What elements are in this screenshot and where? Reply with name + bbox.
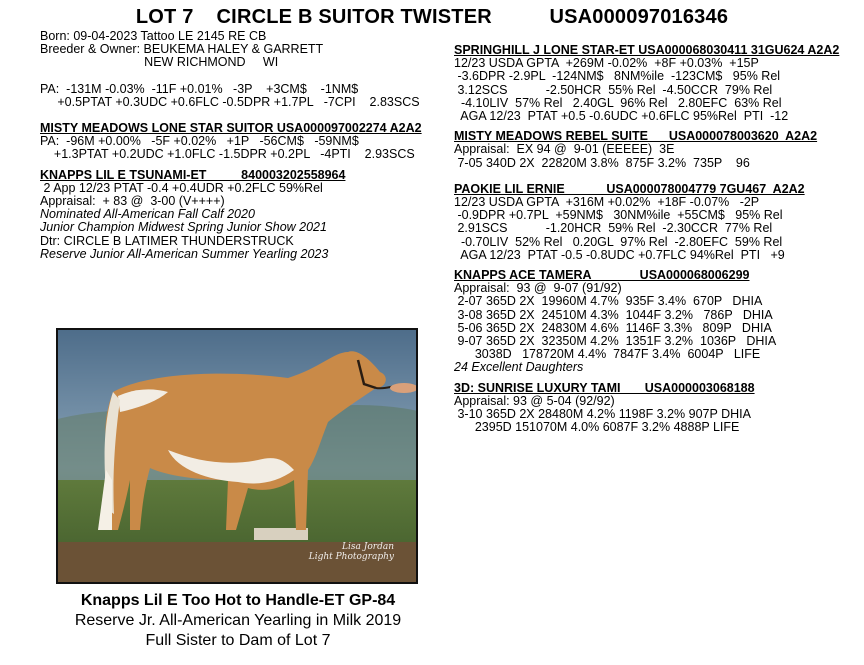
pa-line-1: PA: -131M -0.03% -11F +0.01% -3P +3CM$ -1NM$: [40, 81, 359, 96]
third-dam-line-3: 2395D 151070M 4.0% 6087F 3.2% 4888P LIFE: [454, 420, 740, 435]
left-column: [40, 30, 450, 261]
sires-dam-name: MISTY MEADOWS REBEL SUITE USA000078003620 A2A2: [454, 129, 818, 144]
photographer-signature: Lisa Jordan Light Photography: [308, 542, 394, 562]
sire-pa-1: PA: -96M +0.00% -5F +0.02% +1P -56CM$ -59NM$: [40, 134, 359, 149]
dam-line-5: Dtr: CIRCLE B LATIMER THUNDERSTRUCK: [40, 233, 294, 248]
third-dam-line-2: 3-10 365D 2X 28480M 4.2% 1198F 3.2% 907P DHIA: [454, 407, 751, 422]
sire-pa-2: +1.3PTAT +0.2UDC +1.0FLC -1.5DPR +0.2PL -4PTI 2.93SCS: [40, 147, 415, 162]
breeder-line: Breeder & Owner: BEUKEMA HALEY & GARRETT: [40, 42, 324, 57]
pa-line-2: +0.5PTAT +0.3UDC +0.6FLC -0.5DPR +1.7PL -7CPI 2.83SCS: [40, 94, 420, 109]
dam-line-3: Nominated All-American Fall Calf 2020: [40, 207, 255, 222]
dams-sire-line-4: -0.70LIV 52% Rel 0.20GL 97% Rel -2.80EFC 59% Rel: [454, 234, 783, 249]
sires-dam-line-1: Appraisal: EX 94 @ 9-01 (EEEEE) 3E: [454, 142, 675, 157]
photo-caption-award: Reserve Jr. All-American Yearling in Milk 2019: [74, 612, 402, 629]
dams-sire-line-1: 12/23 USDA GPTA +316M +0.02% +18F -0.07% -2P: [454, 195, 760, 210]
dams-dam-name: KNAPPS ACE TAMERA USA000068006299: [454, 268, 750, 283]
third-dam-name: 3D: SUNRISE LUXURY TAMI USA000003068188: [454, 380, 755, 395]
dams-sire-line-5: AGA 12/23 PTAT -0.5 -0.8UDC +0.7FLC 94%Rel PTI +9: [454, 247, 785, 262]
lot-title: LOT 7 CIRCLE B SUITOR TWISTER USA000097016346: [135, 6, 729, 28]
dams-sire-line-3: 2.91SCS -1.20HCR 59% Rel -2.30CCR 77% Rel: [454, 221, 773, 236]
sires-sire-line-4: -4.10LIV 57% Rel 2.40GL 96% Rel 2.80EFC 63% Rel: [454, 95, 782, 110]
dams-dam-line-1: Appraisal: 93 @ 9-07 (91/92): [454, 281, 622, 296]
dam-line-2: Appraisal: + 83 @ 3-00 (V++++): [40, 194, 225, 209]
dams-dam-line-3: 3-08 365D 2X 24510M 4.3% 1044F 3.2% 786P DHIA: [454, 307, 773, 322]
sires-sire-line-3: 3.12SCS -2.50HCR 55% Rel -4.50CCR 79% Rel: [454, 82, 773, 97]
dams-dam-line-7: 24 Excellent Daughters: [454, 360, 584, 375]
sires-sire-line-2: -3.6DPR -2.9PL -124NM$ 8NM%ile -123CM$ 95% Rel: [454, 69, 781, 84]
born-line: Born: 09-04-2023 Tattoo LE 2145 RE CB: [40, 29, 267, 43]
sires-sire-line-1: 12/23 USDA GPTA +269M -0.02% +8F +0.03% +15P: [454, 56, 759, 71]
dams-sire-line-2: -0.9DPR +0.7PL +59NM$ 30NM%ile +55CM$ 95% Rel: [454, 208, 783, 223]
dam-name: KNAPPS LIL E TSUNAMI-ET 840003202558964: [40, 167, 346, 182]
sires-sire-line-5: AGA 12/23 PTAT +0.5 -0.6UDC +0.6FLC 95%Rel PTI -12: [454, 109, 789, 124]
right-column: [454, 44, 858, 434]
dams-sire-name: PAOKIE LIL ERNIE USA000078004779 7GU467 A2A2: [454, 181, 805, 196]
third-dam-line-1: Appraisal: 93 @ 5-04 (92/92): [454, 393, 615, 408]
cow-photo: [56, 328, 418, 584]
dam-line-6: Reserve Junior All-American Summer Yearling 2023: [40, 246, 329, 261]
dams-dam-line-4: 5-06 365D 2X 24830M 4.6% 1146F 3.3% 809P DHIA: [454, 320, 772, 335]
sire-name: MISTY MEADOWS LONE STAR SUITOR USA000097002274 A2A2: [40, 121, 422, 136]
dam-line-1: 2 App 12/23 PTAT -0.4 +0.4UDR +0.2FLC 59%Rel: [40, 180, 323, 195]
dams-dam-line-5: 9-07 365D 2X 32350M 4.2% 1351F 3.2% 1036P DHIA: [454, 334, 777, 349]
dams-dam-line-2: 2-07 365D 2X 19960M 4.7% 935F 3.4% 670P DHIA: [454, 294, 763, 309]
photo-caption-relation: Full Sister to Dam of Lot 7: [145, 632, 331, 649]
location-line: NEW RICHMOND WI: [40, 55, 279, 70]
photo-caption-name: Knapps Lil E Too Hot to Handle-ET GP-84: [80, 592, 396, 609]
sires-sire-name: SPRINGHILL J LONE STAR-ET USA000068030411 31GU624 A2A2: [454, 43, 840, 57]
dam-line-4: Junior Champion Midwest Spring Junior Show 2021: [40, 220, 327, 235]
sires-dam-line-2: 7-05 340D 2X 22820M 3.8% 875F 3.2% 735P 96: [454, 155, 750, 170]
dams-dam-line-6: 3038D 178720M 4.4% 7847F 3.4% 6004P LIFE: [454, 347, 761, 362]
